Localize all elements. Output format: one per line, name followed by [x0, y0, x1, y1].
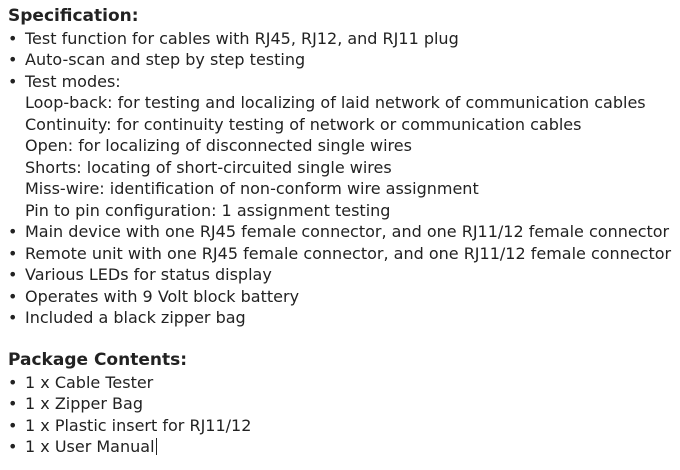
bullet: • — [8, 71, 18, 91]
list-item: • Operates with 9 Volt block battery — [8, 286, 300, 306]
test-mode-open: Open: for localizing of disconnected single wires — [25, 136, 412, 155]
section-spacer — [8, 329, 676, 351]
bullet: • — [8, 437, 18, 456]
test-mode-loop-back: Loop-back: for testing and localizing of laid network of communication cables — [25, 93, 646, 112]
list-item: • Included a black zipper bag — [8, 308, 246, 327]
bullet: • — [8, 394, 18, 413]
list-item: • 1 x User Manual — [8, 437, 155, 456]
text-cursor — [156, 438, 157, 455]
list-item: • Test modes: — [8, 71, 121, 91]
bullet: • — [8, 265, 18, 284]
specification-list — [8, 28, 676, 93]
list-item: • 1 x Plastic insert for RJ11/12 — [8, 415, 252, 435]
list-item: • 1 x Zipper Bag — [8, 394, 143, 413]
package-contents-list — [8, 372, 676, 458]
specification-list-continued — [8, 221, 676, 329]
test-mode-continuity: Continuity: for continuity testing of network or communication cables — [25, 114, 582, 134]
bullet: • — [8, 286, 18, 306]
bullet: • — [8, 50, 18, 69]
package-contents-heading: Package Contents: — [8, 350, 188, 370]
list-item: • Remote unit with one RJ45 female connector, and one RJ11/12 female connector — [8, 243, 672, 263]
test-mode-miss-wire: Miss-wire: identification of non-conform wire assignment — [25, 179, 479, 198]
bullet: • — [8, 222, 18, 241]
specification-heading: Specification: — [8, 6, 139, 26]
bullet: • — [8, 372, 18, 392]
test-mode-pin-to-pin: Pin to pin configuration: 1 assignment testing — [25, 200, 391, 220]
list-item: • Auto-scan and step by step testing — [8, 50, 306, 69]
list-item: • 1 x Cable Tester — [8, 372, 154, 392]
bullet: • — [8, 28, 18, 48]
bullet: • — [8, 415, 18, 435]
bullet: • — [8, 243, 18, 263]
list-item: • Test function for cables with RJ45, RJ12, and RJ11 plug — [8, 28, 459, 48]
document-body — [8, 6, 676, 458]
list-item: • Various LEDs for status display — [8, 265, 272, 284]
bullet: • — [8, 308, 18, 327]
list-item: • Main device with one RJ45 female connector, and one RJ11/12 female connector — [8, 222, 670, 241]
test-mode-shorts: Shorts: locating of short-circuited single wires — [25, 157, 392, 177]
